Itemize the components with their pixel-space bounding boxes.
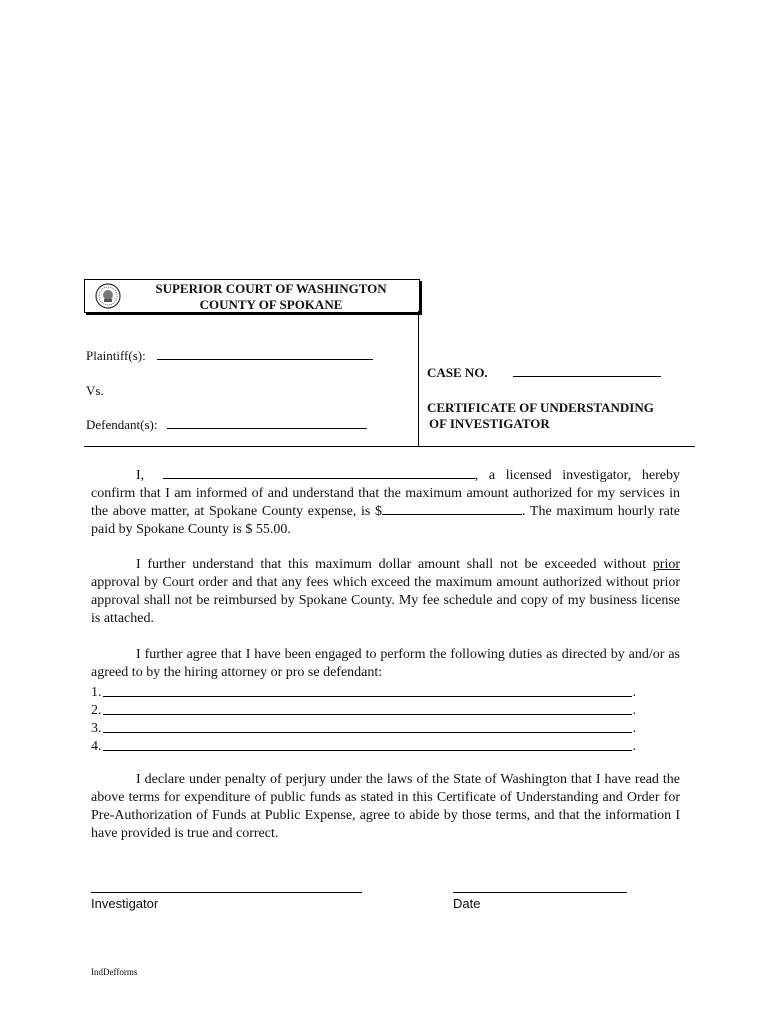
case-no-row bbox=[427, 365, 661, 381]
plaintiff-field[interactable] bbox=[157, 359, 373, 360]
paragraph-duties: I further agree that I have been engaged to perform the following duties as directed by and/or as agreed to by the hiring attorney or pro se defendant: bbox=[91, 647, 680, 680]
p1-start: I, bbox=[136, 468, 145, 483]
case-no-field[interactable] bbox=[513, 376, 661, 377]
vs-label: Vs. bbox=[86, 383, 104, 398]
p1-after-amount: . The maximum hourly rate paid by Spokane County is $ 55.00. bbox=[91, 504, 680, 537]
caption-divider-right bbox=[418, 446, 695, 447]
defendant-label: Defendant(s): bbox=[86, 417, 158, 432]
p2-before-prior: I further understand that this maximum dollar amount shall not be exceeded without bbox=[136, 557, 653, 572]
date-signature-line[interactable] bbox=[453, 892, 627, 893]
court-header-box bbox=[84, 279, 420, 313]
court-name: SUPERIOR COURT OF WASHINGTON bbox=[155, 281, 387, 296]
defendant-row bbox=[86, 417, 367, 433]
p2-after-prior: approval by Court order and that any fees which exceed the maximum amount authorized without prior approval shall not be reimbursed by Spokane County. My fee schedule and copy of my business license is attached. bbox=[91, 575, 680, 626]
plaintiff-row bbox=[86, 348, 373, 364]
duty-line-2[interactable]: 2. . bbox=[91, 703, 636, 718]
court-seal-icon bbox=[95, 283, 121, 309]
plaintiff-label: Plaintiff(s): bbox=[86, 348, 146, 363]
case-no-label: CASE NO. bbox=[427, 365, 488, 380]
investigator-signature-line[interactable] bbox=[91, 892, 362, 893]
document-title-line1: CERTIFICATE OF UNDERSTANDING bbox=[427, 400, 654, 415]
investigator-label: Investigator bbox=[91, 896, 159, 911]
max-amount-field[interactable] bbox=[382, 514, 522, 515]
county-name: COUNTY OF SPOKANE bbox=[199, 297, 343, 312]
defendant-field[interactable] bbox=[167, 428, 367, 429]
form-id: IndDefforms bbox=[91, 967, 138, 977]
duty-line-3[interactable]: 3. . bbox=[91, 721, 636, 736]
caption-divider-left bbox=[84, 446, 418, 447]
investigator-name-field[interactable] bbox=[163, 478, 475, 479]
duty-line-4[interactable]: 4. . bbox=[91, 739, 636, 754]
paragraph-confirmation bbox=[91, 467, 680, 539]
p2-prior: prior bbox=[652, 557, 680, 572]
date-label: Date bbox=[453, 896, 481, 911]
duty-line-1[interactable]: 1. . bbox=[91, 685, 636, 700]
paragraph-approval bbox=[91, 556, 680, 628]
paragraph-declaration: I declare under penalty of perjury under the laws of the State of Washington that I have read the above terms for expenditure of public funds as stated in this Certificate of Understanding and Order for Pre-Authorization of Funds at Public Expense, agree to abide by those terms, and that the information I have provided is true and correct. bbox=[91, 772, 680, 841]
document-title-line2: OF INVESTIGATOR bbox=[429, 416, 550, 431]
p1-after-name: , a licensed investigator, hereby confirm that I am informed of and understand that the maximum amount authorized for my services in the above matter, at Spokane County expense, is $ bbox=[91, 468, 680, 519]
caption-divider-vertical bbox=[418, 311, 419, 446]
